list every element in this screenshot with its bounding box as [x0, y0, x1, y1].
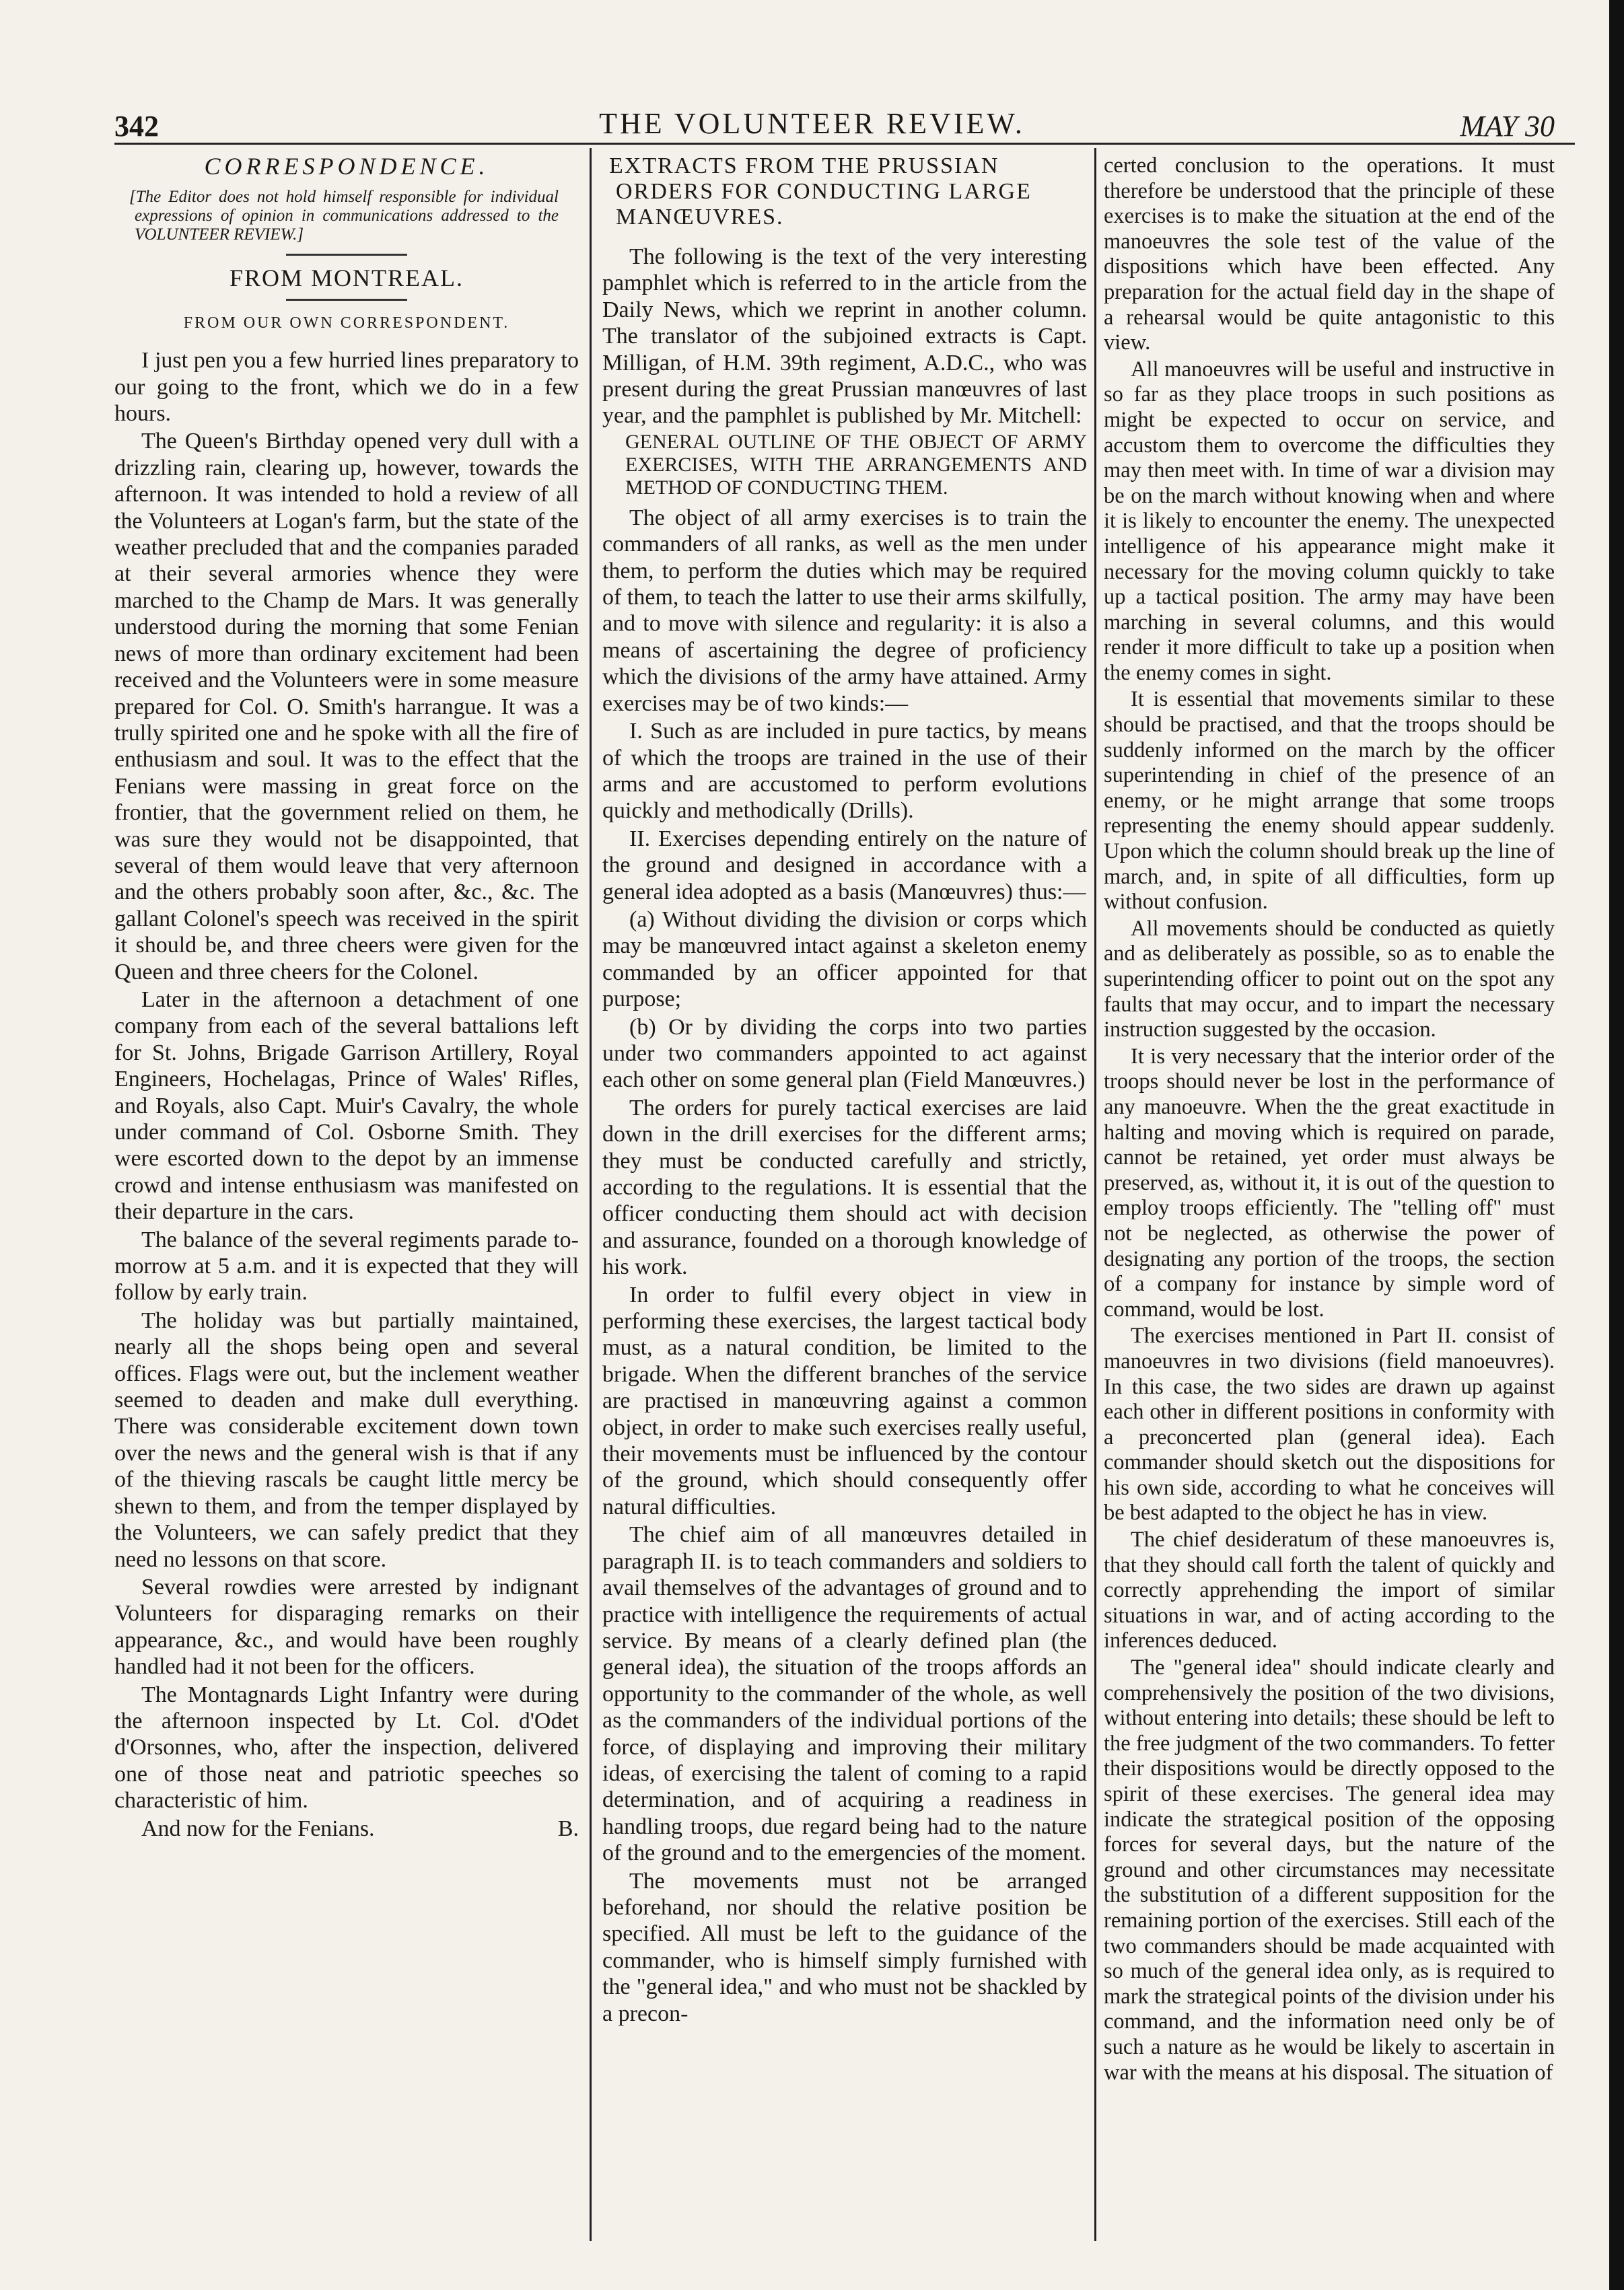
column-correspondence — [114, 153, 579, 2219]
paragraph: The "general idea" should indicate clearly and comprehensively the position of the two divisions, without entering into details; these should be left to the free judgment of the two commanders. To fetter their dispositions would be directly opposed to the spirit of these exercises. The general idea may indicate the strategical position of the opposing forces for several days, but the nature of the ground and other circumstances may necessitate the substitution of a different supposition for the remaining portion of the exercises. Still each of the two commanders should be made acquainted with so much of the general idea only, as is required to mark the strategical points of the division under his command, and the information need only be of such a nature as he would be likely to ascertain in war with the means at his disposal. The situation of — [1104, 1655, 1555, 2085]
editor-note: [The Editor does not hold himself responsible for individual expressions of opinion in communications addressed to the VOLUNTEER REVIEW.] — [129, 188, 559, 244]
paragraph: The Queen's Birthday opened very dull with a drizzling rain, clearing up, however, towards the afternoon. It was intended to hold a review of all the Volunteers at Logan's farm, but the state of the weather precluded that and the companies paraded at their several armories whence they were marched to the Champ de Mars. It was generally understood during the morning that some Fenian news of more than ordinary excitement had been received and the Volunteers were in some measure prepared for Col. O. Smith's harrangue. It was a trully spirited one and he spoke with all the fire of enthusiasm and soul. It was to the effect that the Fenians were massing in great force on the frontier, that the government relied on them, he was sure they would not be disappointed, that several of them would leave that very afternoon and the others probably soon after, &c., &c. The gallant Colonel's speech was received in the spirit it should be, and three cheers were given for the Queen and three cheers for the Colonel. — [114, 429, 579, 985]
subheading: GENERAL OUTLINE OF THE OBJECT OF ARMY EXERCISES, WITH THE ARRANGEMENTS AND METHOD OF CONDUCTING THEM. — [625, 430, 1087, 499]
paragraph: The holiday was but partially maintained, nearly all the shops being open and several offices. Flags were out, but the inclement weather seemed to deaden and make dull everything. There was considerable excitement down town over the news and the general wish is that if any of the thieving rascals be caught little mercy be shewn to them, and from the temper displayed by the Volunteers, we can safely predict that they need no lessons on that score. — [114, 1308, 579, 1572]
article-heading: FROM MONTREAL. — [229, 264, 464, 292]
paragraph: The orders for purely tactical exercises are laid down in the drill exercises for the different arms; they must be conducted carefully and strictly, according to the regulations. It is essential that the officer conducting them should act with decision and assurance, founded on a thorough knowledge of his work. — [602, 1095, 1087, 1280]
intro-paragraph: The following is the text of the very interesting pamphlet which is referred to in the article from the Daily News, which we reprint in another column. The translator of the subjoined extracts is Capt. Milligan, of H.M. 39th regiment, A.D.C., who was present during the great Prussian manœuvres of last year, and the pamphlet is published by Mr. Mitchell: — [602, 244, 1087, 429]
article-source: FROM OUR OWN CORRESPONDENT. — [183, 314, 510, 332]
paragraph: (a) Without dividing the division or corps which may be manœuvred intact against a skeleton enemy commanded by an officer appointed for that purpose; — [602, 906, 1087, 1012]
paragraph: The chief desideratum of these manoeuvres is, that they should call forth the talent of quickly and correctly apprehending the import of similar situations in war, and of acting according to the inferences deduced. — [1104, 1528, 1555, 1653]
publication-title: THE VOLUNTEER REVIEW. — [599, 107, 1025, 140]
closing-line — [114, 1816, 579, 1842]
paragraph: The balance of the several regiments parade to-morrow at 5 a.m. and it is expected that they will follow by early train. — [114, 1227, 579, 1305]
paragraph: The object of all army exercises is to train the commanders of all ranks, as well as the men under them, to perform the duties which may be required of them, to teach the latter to use their arms skilfully, and to move with silence and regularity: it is also a means of ascertaining the degree of proficiency which the divisions of the army have attained. Army exercises may be of two kinds:— — [602, 505, 1087, 716]
paragraph: I just pen you a few hurried lines preparatory to our going to the front, which we do in a few hours. — [114, 348, 579, 427]
section-title: CORRESPONDENCE. — [204, 153, 489, 180]
paragraph: In order to fulfil every object in view in performing these exercises, the largest tactical body must, as a natural condition, be limited to the brigade. When the different branches of the service are practised in manœuvring against a common object, in order to make such exercises really useful, their movements must be influenced by the contour of the ground, which should consequently offer natural difficulties. — [602, 1282, 1087, 1519]
paragraph: certed conclusion to the operations. It must therefore be understood that the principle of these exercises is to make the situation at the end of the manoeuvres the sole test of the value of the dispositions which have been effected. Any preparation for the actual field day in the shape of a rehearsal would be quite antagonistic to this view. — [1104, 153, 1555, 355]
paragraph: All movements should be conducted as quietly and as deliberately as possible, so as to enable the superintending officer to point out on the spot any faults that may occur, and to impart the necessary instruction suggested by the occasion. — [1104, 916, 1555, 1042]
header-rule — [114, 143, 1575, 145]
paragraph: Several rowdies were arrested by indignant Volunteers for disparaging remarks on their appearance, &c., and would have been roughly handled had it not been for the officers. — [114, 1574, 579, 1680]
paragraph: The movements must not be arranged beforehand, nor should the relative position be specified. All must be left to the guidance of the commander, who is himself simply furnished with the "general idea," and who must not be shackled by a precon- — [602, 1868, 1087, 2026]
column-prussian-orders-continued — [1104, 153, 1555, 2219]
signature: B. — [557, 1816, 579, 1841]
paragraph: II. Exercises depending entirely on the nature of the ground and designed in accordance with a general idea adopted as a basis (Manœuvres) thus:— — [602, 826, 1087, 904]
page-number: 342 — [114, 110, 159, 143]
paragraph: (b) Or by dividing the corps into two parties under two commanders appointed to act against each other on some general plan (Field Manœuvres.) — [602, 1014, 1087, 1093]
paragraph: It is very necessary that the interior order of the troops should never be lost in the performance of any manoeuvre. When the the great exactitude in halting and moving which is required on parade, cannot be retained, yet order must always be preserved, as, without it, it is out of the question to employ troops efficiently. The "telling off" must not be neglected, as otherwise the power of designating any portion of the troops, the section of a company for instance by simple word of command, would be lost. — [1104, 1044, 1555, 1322]
paragraph: The chief aim of all manœuvres detailed in paragraph II. is to teach commanders and soldiers to avail themselves of the advantages of ground and to practice with intelligence the requirements of actual service. By means of a clearly defined plan (the general idea), the situation of the troops affords an opportunity to the commander of the whole, as well as the commanders of the individual portions of the force, of displaying and improving their military ideas, of exercising the talent of coming to a rapid determination, and of acquiring a readiness in handling troops, due regard being had to the nature of the ground and to the emergencies of the moment. — [602, 1522, 1087, 1866]
page-edge-binding — [1609, 0, 1624, 2290]
column-prussian-orders — [602, 153, 1087, 2219]
issue-date: MAY 30 — [1460, 110, 1555, 143]
paragraph: All manoeuvres will be useful and instructive in so far as they place troops in such positions as might be expected to occur on service, and accustom them to overcome the difficulties they may then meet with. In time of war a division may be on the march without knowing when and where it is likely to encounter the enemy. The unexpected intelligence of his appearance might make it necessary for the moving column quickly to take up a tactical position. The army may have been marching in several columns, and this would render it more difficult to take up a position when the enemy comes in sight. — [1104, 357, 1555, 685]
column-divider-1 — [590, 148, 592, 2241]
paragraph: The Montagnards Light Infantry were during the afternoon inspected by Lt. Col. d'Odet d'Orsonnes, who, after the inspection, delivered one of those neat and patriotic speeches so characteristic of him. — [114, 1682, 579, 1814]
article-title: EXTRACTS FROM THE PRUSSIAN ORDERS FOR CONDUCTING LARGE MANŒUVRES. — [609, 153, 1032, 229]
heading-rule — [286, 299, 407, 301]
paragraph: I. Such as are included in pure tactics, by means of which the troops are trained in the use of their arms and are accustomed to perform evolutions quickly and methodically (Drills). — [602, 719, 1087, 824]
heading-rule — [286, 254, 407, 256]
paragraph: It is essential that movements similar to these should be practised, and that the troops should be suddenly informed on the march by the officer superintending in chief of the presence of an enemy, or he might arrange that some troops representing the enemy should appear suddenly. Upon which the column should break up the line of march, and, in spite of all difficulties, form up without confusion. — [1104, 687, 1555, 915]
page-header — [0, 94, 1575, 148]
paragraph: Later in the afternoon a detachment of one company from each of the several battalions left for St. Johns, Brigade Garrison Artillery, Royal Engineers, Hochelagas, Prince of Wales' Rifles, and Royals, also Capt. Muir's Cavalry, the whole under command of Col. Osborne Smith. They were escorted down to the depot by an immense crowd and intense enthusiasm was manifested on their departure in the cars. — [114, 987, 579, 1225]
closing-text: And now for the Fenians. — [141, 1816, 375, 1841]
paragraph: The exercises mentioned in Part II. consist of manoeuvres in two divisions (field manoeuvres). In this case, the two sides are drawn up against each other in different positions in conformity with a preconcerted plan (general idea). Each commander should sketch out the dispositions for his own side, according to what he conceives will be best adapted to the object he has in view. — [1104, 1324, 1555, 1526]
column-divider-2 — [1094, 148, 1096, 2241]
